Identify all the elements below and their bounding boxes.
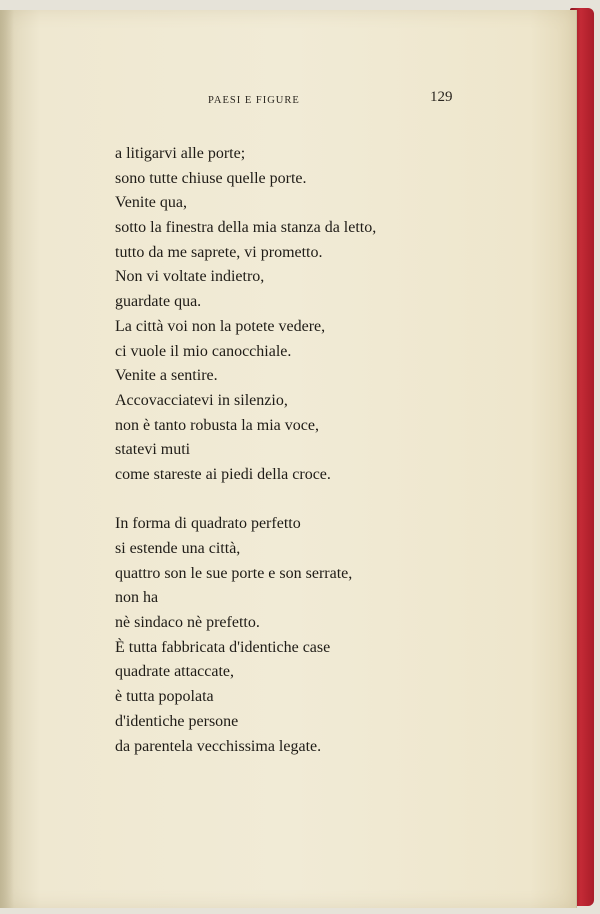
page-gutter-shadow: [0, 10, 14, 908]
poem-line: sono tutte chiuse quelle porte.: [115, 169, 307, 187]
poem-line: d'identiche persone: [115, 712, 239, 730]
poem-line: Venite a sentire.: [115, 367, 218, 385]
poem-text: [115, 142, 515, 759]
poem-line: sotto la finestra della mia stanza da letto,: [115, 219, 377, 237]
poem-line: In forma di quadrato perfetto: [115, 515, 301, 533]
poem-line: Accovacciatevi in silenzio,: [115, 391, 288, 409]
poem-line: a litigarvi alle porte;: [115, 145, 246, 162]
poem-line: si estende una città,: [115, 540, 241, 557]
poem-line: non ha: [115, 589, 159, 607]
poem-line: guardate qua.: [115, 293, 202, 311]
poem-line: È tutta fabbricata d'identiche case: [115, 638, 331, 656]
stanza-2: [115, 512, 515, 759]
poem-line: da parentela vecchissima legate.: [115, 737, 322, 755]
running-head: PAESI E FIGURE: [208, 95, 300, 106]
poem-line: Venite qua,: [115, 194, 187, 212]
poem-line: non è tanto robusta la mia voce,: [115, 416, 319, 434]
poem-line: nè sindaco nè prefetto.: [115, 614, 260, 632]
page-number: 129: [430, 89, 453, 105]
poem-line: statevi muti: [115, 441, 191, 459]
poem-line: ci vuole il mio canocchiale.: [115, 342, 292, 360]
poem-line: è tutta popolata: [115, 688, 214, 706]
poem-line: come stareste ai piedi della croce.: [115, 465, 331, 483]
poem-line: quadrate attaccate,: [115, 663, 235, 681]
poem-line: La città voi non la potete vedere,: [115, 317, 326, 335]
poem-line: tutto da me saprete, vi prometto.: [115, 243, 323, 261]
poem-line: quattro son le sue porte e son serrate,: [115, 564, 353, 582]
poem-line: Non vi voltate indietro,: [115, 268, 265, 286]
stanza-1: [115, 142, 515, 488]
